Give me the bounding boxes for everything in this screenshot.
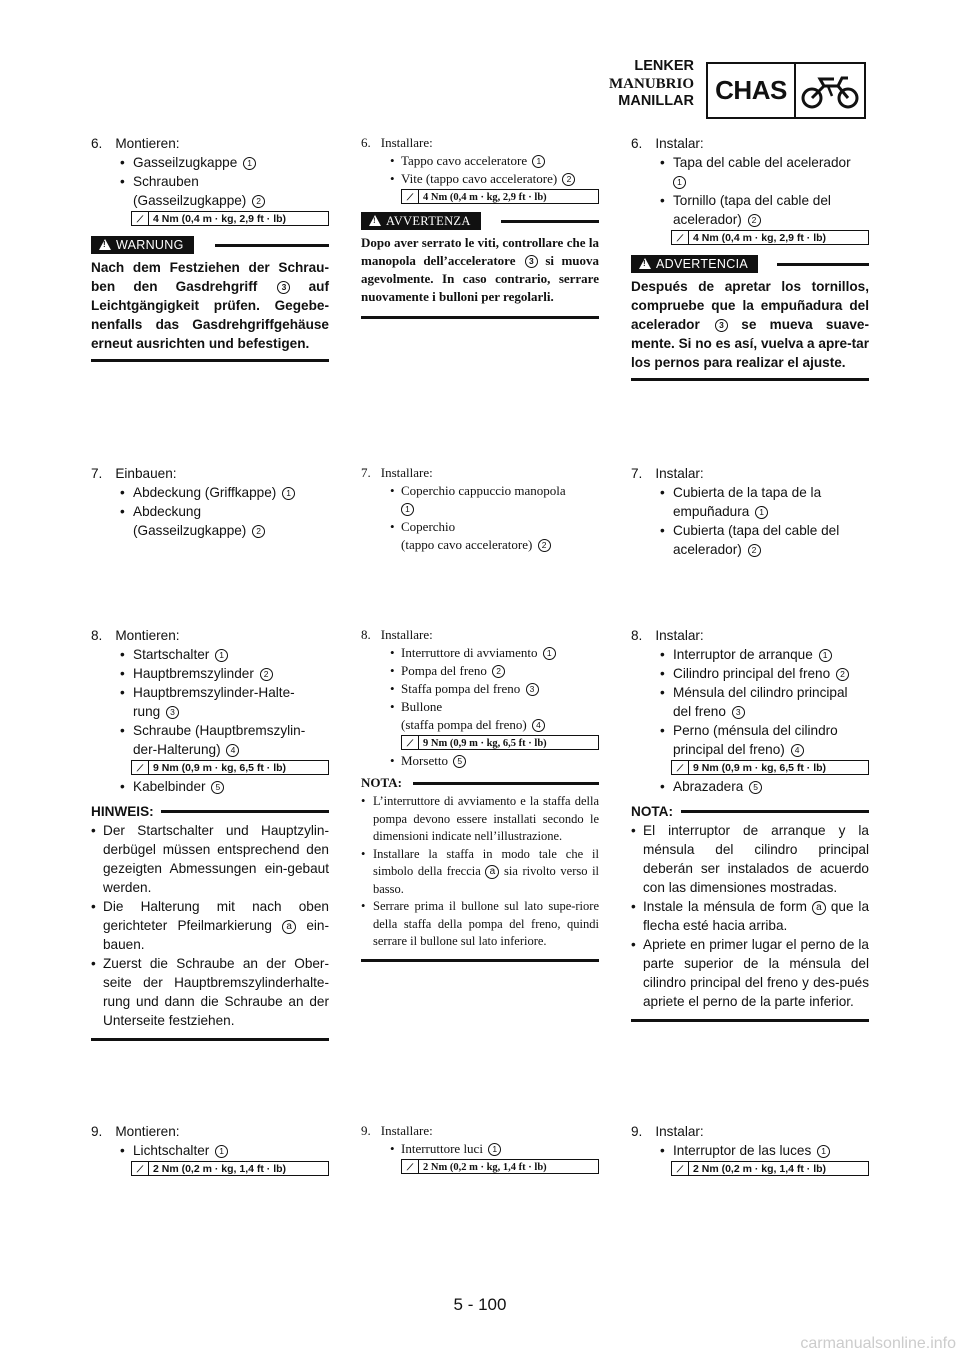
note-item: • El interruptor de arranque y la ménsula del cilindro principal deberán ser instalados de acuerdo con las dimensiones mostradas. (631, 821, 869, 897)
it-step-6: 6. Installare: • Tappo cavo acceleratore 1 • Vite (tappo cavo acceleratore) 2 ⟋ 4 Nm (0,4 m · kg, 2,9 ft · lb) ! AVVERTENZA Dopo aver serrato le viti, controllare che la manopola dell’acceleratore 3 si muova agevolmente. In caso contrario, serrare nuovamente i bulloni per regolarli. (361, 134, 599, 319)
note-item: • Zuerst die Schraube an der Ober-seite der Hauptbremszylinderhalte-rung und dann die Schraube an der Unterseite festziehen. (91, 954, 329, 1030)
list-item: • Cilindro principal del freno 2 (631, 664, 869, 683)
note-item: • Instale la ménsula de form a que la flecha esté hacia arriba. (631, 897, 869, 935)
warning-label: ! WARNUNG (91, 236, 194, 254)
list-item: • Interruttore luci 1 (361, 1140, 599, 1158)
wrench-icon: ⟋ (672, 1162, 689, 1175)
wrench-icon: ⟋ (672, 231, 689, 244)
list-item: • Interruttore di avviamento 1 (361, 644, 599, 662)
note-heading: HINWEIS: (91, 802, 329, 821)
step-title: Montieren: (115, 136, 180, 151)
de-step-7: 7. Einbauen: • Abdeckung (Griffkappe) 1 • Abdeckung (Gasseilzugkappe) 2 (91, 464, 329, 540)
warning-box (631, 255, 869, 381)
note-item: • Der Startschalter und Hauptzylin-derbügel müssen entsprechend den gezeigten Abmessungen ein-gebaut werden. (91, 821, 329, 897)
note-item: • Installare la staffa in modo tale che il simbolo della freccia a sia rivolto verso il basso. (361, 846, 599, 899)
chapter-code: CHAS (715, 75, 787, 105)
list-item: • Lichtschalter 1 (91, 1141, 329, 1160)
list-item: • Cubierta (tapa del cable del (631, 521, 869, 540)
list-item: • Staffa pompa del freno 3 (361, 680, 599, 698)
list-item: • Morsetto 5 (361, 752, 599, 770)
list-item: • Vite (tappo cavo acceleratore) 2 (361, 170, 599, 188)
it-step-9: 9. Installare: • Interruttore luci 1 ⟋ 2 Nm (0,2 m · kg, 1,4 ft · lb) (361, 1122, 599, 1176)
torque-spec: ⟋ 9 Nm (0,9 m · kg, 6,5 ft · lb) (131, 760, 329, 775)
wrench-icon: ⟋ (132, 212, 149, 225)
list-item: • Abrazadera 5 (631, 777, 869, 796)
note-heading: NOTA: (361, 774, 599, 793)
list-item: • Tappo cavo acceleratore 1 (361, 152, 599, 170)
warning-icon (369, 215, 381, 226)
list-item: • Gasseilzugkappe 1 (91, 153, 329, 172)
de-step-6 (91, 134, 329, 362)
list-item: • Perno (ménsula del cilindro (631, 721, 869, 740)
callout-1: 1 (243, 157, 256, 170)
torque-spec: ⟋ 9 Nm (0,9 m · kg, 6,5 ft · lb) (671, 760, 869, 775)
note-heading: NOTA: (631, 802, 869, 821)
wrench-icon: ⟋ (132, 1162, 149, 1175)
list-item: • Cubierta de la tapa de la (631, 483, 869, 502)
note-item: • Apriete en primer lugar el perno de la parte superior de la ménsula del cilindro principal del freno y des-pués apriete el perno de la parte inferior. (631, 935, 869, 1011)
de-step-8: 8. Montieren: • Startschalter 1 • Hauptbremszylinder 2 • Hauptbremszylinder-Halte- rung 3 • Schraube (Hauptbremszylin- der-Halterung) 4 ⟋ 9 Nm (0,9 m · kg, 6,5 ft · lb) • Kabelbinder 5 HINWEIS: • Der Startschalter und Hauptzylin-derbügel müssen entsprechend den gezeigten Abmessungen ein-gebaut werden. • Die Halterung mit nach oben gerichteter Pfeilmarkierung a ein-bauen. • Zuerst die Schraube an der Ober-seite der Hauptbremszylinderhalte-rung und dann die Schraube an der Unterseite festziehen. (91, 626, 329, 1041)
section-titles (560, 58, 694, 111)
note-item: • L’interruttore di avviamento e la staffa della pompa devono essere installati secondo le dimensioni indicate nell’illustrazione. (361, 793, 599, 846)
list-item: • Coperchio cappuccio manopola (361, 482, 599, 500)
warning-icon (639, 258, 651, 269)
list-item: • Bullone (361, 698, 599, 716)
torque-spec: ⟋ 4 Nm (0,4 m · kg, 2,9 ft · lb) (401, 189, 599, 204)
note-item: • Serrare prima il bullone sul lato supe-riore della staffa della pompa del freno, quindi serrare il bullone sul lato inferiore. (361, 898, 599, 951)
note-item: • Die Halterung mit nach oben gerichteter Pfeilmarkierung a ein-bauen. (91, 897, 329, 954)
column-es (631, 134, 870, 1175)
list-item: • Kabelbinder 5 (91, 777, 329, 796)
torque-spec: ⟋ 2 Nm (0,2 m · kg, 1,4 ft · lb) (671, 1161, 869, 1176)
callout-2: 2 (252, 195, 265, 208)
es-step-6: 6. Instalar: • Tapa del cable del acelerador 1 • Tornillo (tapa del cable del acelerador) 2 ⟋ 4 Nm (0,4 m · kg, 2,9 ft · lb) ! ADVERTENCIA Después de apretar los tornillos, compruebe que la empuñadura del acelerador 3 se mueva suave-mente. Si no es así, vuelva a apre-tar los pernos para realizar el ajuste. (631, 134, 869, 381)
list-item: • Pompa del freno 2 (361, 662, 599, 680)
title-de: LENKER (634, 58, 694, 74)
list-item: • Tapa del cable del acelerador (631, 153, 869, 172)
step-number: 6. (91, 136, 103, 151)
es-step-8: 8. Instalar: • Interruptor de arranque 1 • Cilindro principal del freno 2 • Ménsula del cilindro principal del freno 3 • Perno (ménsula del cilindro principal del freno) 4 ⟋ 9 Nm (0,9 m · kg, 6,5 ft · lb) • Abrazadera 5 NOTA: • El interruptor de arranque y la ménsula del cilindro principal deberán ser instalados de acuerdo con las dimensiones mostradas. • Instale la ménsula de form a que la flecha esté hacia arriba. • Apriete en primer lugar el perno de la parte superior de la ménsula del cilindro principal del freno y des-pués apriete el perno de la parte inferior. (631, 626, 869, 1022)
warning-label: ! ADVERTENCIA (631, 255, 758, 273)
note-list (361, 793, 599, 951)
list-item-cont: (Gasseilzugkappe) 2 (91, 191, 329, 210)
warning-box (91, 236, 329, 362)
list-item: • Interruptor de arranque 1 (631, 645, 869, 664)
torque-spec: ⟋ 4 Nm (0,4 m · kg, 2,9 ft · lb) (131, 211, 329, 226)
wrench-icon: ⟋ (402, 1160, 419, 1173)
es-step-9: 9. Instalar: • Interruptor de las luces 1 ⟋ 2 Nm (0,2 m · kg, 1,4 ft · lb) (631, 1122, 869, 1178)
column-it (361, 134, 600, 1173)
title-es: MANILLAR (618, 93, 694, 109)
watermark[interactable]: carmanualsonline.info (800, 1335, 956, 1352)
motorcycle-icon (798, 66, 864, 116)
list-item: • Tornillo (tapa del cable del (631, 191, 869, 210)
list-item: • Startschalter 1 (91, 645, 329, 664)
list-item: • Hauptbremszylinder 2 (91, 664, 329, 683)
it-step-7: 7. Installare: • Coperchio cappuccio manopola 1 • Coperchio (tappo cavo acceleratore) 2 (361, 464, 599, 554)
title-it: MANUBRIO (609, 75, 694, 92)
it-step-8: 8. Installare: • Interruttore di avviamento 1 • Pompa del freno 2 • Staffa pompa del freno 3 • Bullone (staffa pompa del freno) 4 ⟋ 9 Nm (0,9 m · kg, 6,5 ft · lb) • Morsetto 5 NOTA: • L’interruttore di avviamento e la staffa della pompa devono essere installati secondo le dimensioni indicate nell’illustrazione. • Installare la staffa in modo tale che il simbolo della freccia a sia rivolto verso il basso. • Serrare prima il bullone sul lato supe-riore della staffa della pompa del freno, quindi serrare il bullone sul lato inferiore. (361, 626, 599, 962)
list-item: • Schraube (Hauptbremszylin- (91, 721, 329, 740)
warning-label: ! AVVERTENZA (361, 212, 481, 230)
torque-spec: ⟋ 2 Nm (0,2 m · kg, 1,4 ft · lb) (131, 1161, 329, 1176)
warning-box (361, 212, 599, 319)
list-item: • Coperchio (361, 518, 599, 536)
wrench-icon: ⟋ (672, 761, 689, 774)
list-item: • Hauptbremszylinder-Halte- (91, 683, 329, 702)
page-number: 5 - 100 (453, 1295, 507, 1314)
torque-spec: ⟋ 2 Nm (0,2 m · kg, 1,4 ft · lb) (401, 1159, 599, 1174)
es-step-7: 7. Instalar: • Cubierta de la tapa de la empuñadura 1 • Cubierta (tapa del cable del acelerador) 2 (631, 464, 869, 559)
warning-text: Después de apretar los tornillos, compruebe que la empuñadura del acelerador 3 se mueva suave-mente. Si no es así, vuelva a apre-tar los pernos para realizar el ajuste. (631, 277, 869, 381)
wrench-icon: ⟋ (402, 190, 419, 203)
list-item: • Interruptor de las luces 1 (631, 1141, 869, 1160)
list-item: • Schrauben (91, 172, 329, 191)
list-item: • Ménsula del cilindro principal (631, 683, 869, 702)
note-list (631, 821, 869, 1011)
chapter-badge (706, 62, 866, 119)
warning-text: Nach dem Festziehen der Schrau-ben den Gasdrehgriff 3 auf Leichtgängigkeit prüfen. Gegebe-nenfalls das Gasdrehgriffgehäuse erneut ausrichten und befestigen. (91, 258, 329, 362)
wrench-icon: ⟋ (132, 761, 149, 774)
warning-icon (99, 239, 111, 250)
note-list (91, 821, 329, 1030)
list-item: • Abdeckung (91, 502, 329, 521)
column-de (91, 134, 329, 1175)
warning-text: Dopo aver serrato le viti, controllare che la manopola dell’acceleratore 3 si muova agevolmente. In caso contrario, serrare nuovamente i bulloni per regolarli. (361, 234, 599, 319)
de-step-9: 9. Montieren: • Lichtschalter 1 ⟋ 2 Nm (0,2 m · kg, 1,4 ft · lb) (91, 1122, 329, 1178)
list-item: • Abdeckung (Griffkappe) 1 (91, 483, 329, 502)
torque-spec: ⟋ 9 Nm (0,9 m · kg, 6,5 ft · lb) (401, 735, 599, 750)
wrench-icon: ⟋ (402, 736, 419, 749)
torque-spec: ⟋ 4 Nm (0,4 m · kg, 2,9 ft · lb) (671, 230, 869, 245)
